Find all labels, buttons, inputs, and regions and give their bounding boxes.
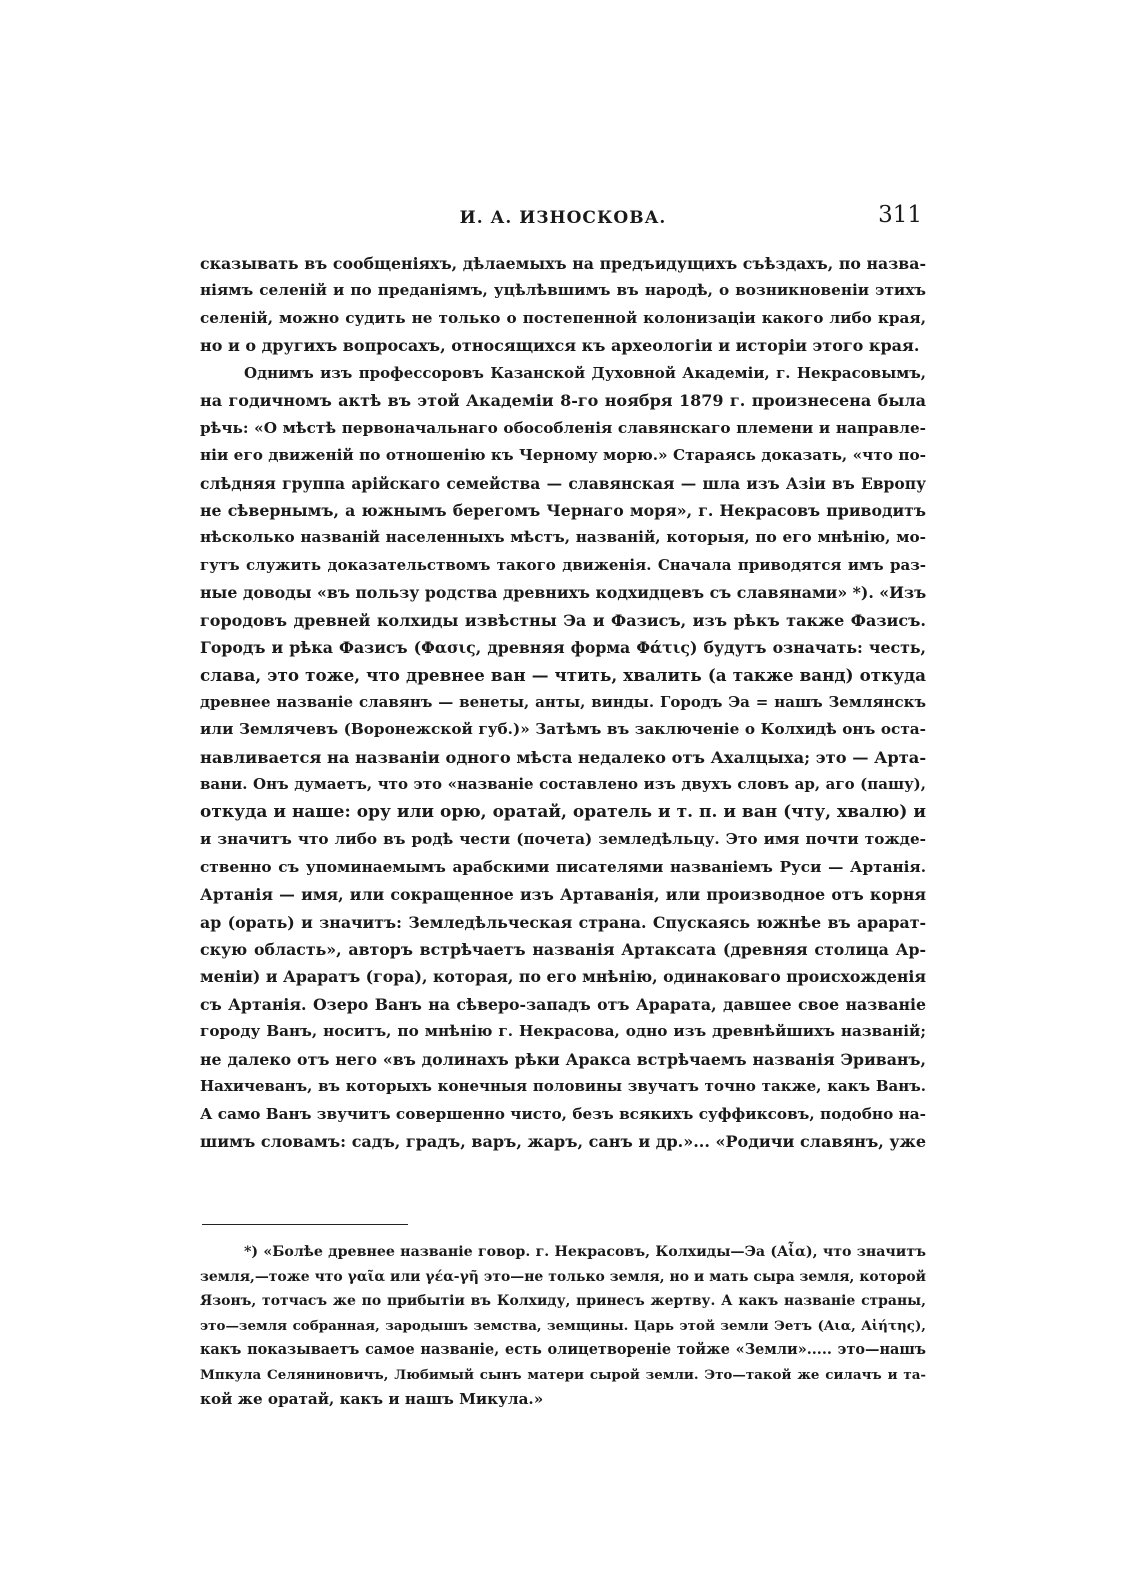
text-line: но и о другихъ вопросахъ, относящихся къ археологіи и исторіи этого края.: [200, 336, 920, 356]
text-line: не далеко отъ него «въ долинахъ рѣки Аракса встрѣчаемъ названія Эриванъ,: [200, 1049, 926, 1069]
text-line: и значитъ что либо въ родѣ чести (почета) земледѣльцу. Это имя почти тожде-: [200, 830, 926, 849]
text-line: городу Ванъ, носитъ, по мнѣнію г. Некрасова, одно изъ древнѣйшихъ названій;: [200, 1022, 926, 1041]
text-line: рѣчь: «О мѣстѣ первоначальнаго обособленія славянскаго племени и направле-: [200, 418, 926, 437]
text-line: шимъ словамъ: садъ, градъ, варъ, жаръ, санъ и др.»... «Родичи славянъ, уже: [200, 1132, 926, 1151]
text-line: меніи) и Араратъ (гора), которая, по его мнѣнію, одинаковаго происхожденія: [200, 967, 926, 987]
footnote-line: кой же оратай, какъ и нашъ Микула.»: [200, 1390, 544, 1408]
text-line: ніямъ селеній и по преданіямъ, уцѣлѣвшимъ въ народѣ, о возникновеніи этихъ: [200, 281, 926, 300]
text-line: Городъ и рѣка Фазисъ (Φασις, древняя форма Φάτις) будутъ означать: честь,: [200, 638, 926, 658]
text-line: нѣсколько названій населенныхъ мѣстъ, названій, которыя, по его мнѣнію, мо-: [200, 528, 926, 547]
text-line: Нахичеванъ, въ которыхъ конечныя половины звучатъ точно также, какъ Ванъ.: [200, 1077, 926, 1096]
text-line: А само Ванъ звучитъ совершенно чисто, безъ всякихъ суффиксовъ, подобно на-: [200, 1104, 926, 1123]
text-line: сказывать въ сообщеніяхъ, дѣлаемыхъ на предъидущихъ съѣздахъ, по назва-: [200, 254, 926, 273]
text-line: ственно съ упоминаемымъ арабскими писателями названіемъ Руси — Артанія.: [200, 857, 926, 876]
text-line: древнее названіе славянъ — венеты, анты, винды. Городъ Эа = нашъ Землянскъ: [200, 693, 926, 711]
text-line: на годичномъ актѣ въ этой Академіи 8-го ноября 1879 г. произнесена была: [200, 391, 926, 411]
footnote-line: какъ показываетъ самое названіе, есть олицетвореніе тойже «Земли»..... это—нашъ: [200, 1341, 926, 1358]
footnote-line: это—земля собранная, зародышъ земства, земщины. Царь этой земли Эетъ (Αια, Αἰήτης),: [200, 1317, 926, 1334]
text-line: не сѣвернымъ, а южнымъ берегомъ Чернаго моря», г. Некрасовъ приводитъ: [200, 500, 926, 520]
text-line: ніи его движеній по отношенію къ Черному морю.» Стараясь доказать, «что по-: [200, 446, 926, 465]
text-line: городовъ древней колхиды извѣстны Эа и Фазисъ, изъ рѣкъ также Фазисъ.: [200, 610, 926, 630]
body-text: [200, 250, 926, 1155]
text-line: откуда и наше: ору или орю, оратай, оратель и т. п. и ван (чту, хвалю) и: [200, 801, 926, 822]
text-line: слѣдняя группа арійскаго семейства — славянская — шла изъ Азіи въ Европу: [200, 473, 926, 493]
text-line: Артанія — имя, или сокращенное изъ Артаванія, или производное отъ корня: [200, 885, 926, 905]
text-line: скую область», авторъ встрѣчаетъ названія Артаксата (древняя столица Ар-: [200, 939, 926, 959]
footnote-divider: [202, 1224, 408, 1225]
footnote: [200, 1240, 926, 1412]
text-line: вани. Онъ думаетъ, что это «названіе составлено изъ двухъ словъ ар, аго (пашу),: [200, 775, 926, 794]
text-line: слава, это тоже, что древнее ван — чтить, хвалить (а также ванд) откуда: [200, 664, 926, 685]
footnote-line: Мпкула Селяниновичъ, Любимый сынъ матери сырой земли. Это—такой же силачъ и та-: [200, 1366, 926, 1383]
footnote-line: земля,—тоже что γαῖα или γέα-γῆ это—не только земля, но и мать сыра земля, которой: [200, 1268, 926, 1285]
text-line: ар (орать) и значитъ: Земледѣльческая страна. Спускаясь южнѣе въ арарат-: [200, 912, 926, 932]
text-line: ные доводы «въ пользу родства древнихъ кодхидцевъ съ славянами» *). «Изъ: [200, 583, 926, 603]
footnote-line: Язонъ, тотчасъ же по прибытіи въ Колхиду, принесъ жертву. А какъ названіе страны,: [200, 1293, 926, 1309]
text-line: гутъ служить доказательствомъ такого движенія. Сначала приводятся имъ раз-: [200, 555, 926, 574]
text-line: навливается на названіи одного мѣста недалеко отъ Ахалцыха; это — Арта-: [200, 747, 926, 767]
text-line: съ Артанія. Озеро Ванъ на сѣверо-западъ отъ Арарата, давшее свое названіе: [200, 994, 926, 1014]
running-head: [200, 202, 926, 232]
text-line: селеній, можно судить не только о постепенной колонизаціи какого либо края,: [200, 308, 926, 327]
footnote-line: *) «Болѣе древнее названіе говор. г. Некрасовъ, Колхиды—Эа (Αἶα), что значитъ: [244, 1244, 926, 1260]
text-line: или Землячевъ (Воронежской губ.)» Затѣмъ въ заключеніе о Колхидѣ онъ оста-: [200, 720, 926, 739]
page-number: 311: [878, 202, 922, 228]
running-head-author: И. А. ИЗНОСКОВА.: [459, 208, 667, 228]
text-line: Однимъ изъ профессоровъ Казанской Духовной Академіи, г. Некрасовымъ,: [244, 363, 926, 382]
